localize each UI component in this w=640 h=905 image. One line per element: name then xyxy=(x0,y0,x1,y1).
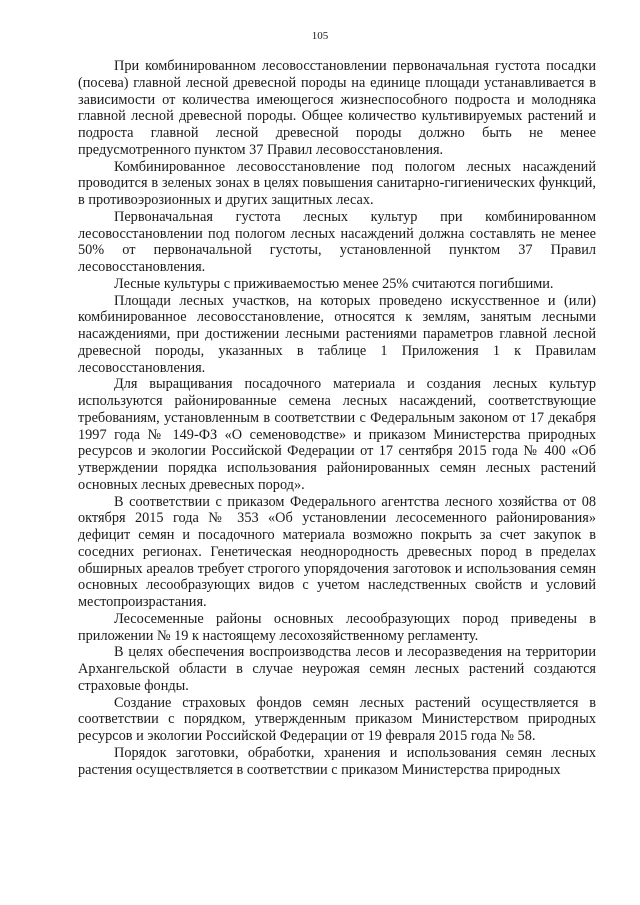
paragraph-seed-procurement: Порядок заготовки, обработки, хранения и использования семян лесных растения осуществляется в соответствии с приказом Министерства природных xyxy=(78,744,596,778)
paragraph-initial-density: Первоначальная густота лесных культур при комбинированном лесовосстановлении под пологом лесных насаждений должна составлять не менее 50% от первоначальной густоты, установленной пунктом 37 Правил лесовосстановления. xyxy=(78,208,596,275)
paragraph-zoned-seeds: Для выращивания посадочного материала и создания лесных культур используются районированные семена лесных насаждений, соответствующие требованиям, установленным в соответствии с Федеральным законом от 17 декабря 1997 года № 149-ФЗ «О семеноводстве» и приказом Министерства природных ресурсов и экологии Российской Федерации от 17 сентября 2015 года № 400 «Об утверждении порядка использования районированных семян лесных растений основных лесных древесных пород». xyxy=(78,376,596,493)
document-body xyxy=(78,58,596,778)
paragraph-insurance-funds: В целях обеспечения воспроизводства лесов и лесоразведения на территории Архангельской области в случае неурожая семян лесных растений создаются страховые фонды. xyxy=(78,644,596,694)
paragraph-seed-regions-appendix: Лесосеменные районы основных лесообразующих пород приведены в приложении № 19 к настоящему лесохозяйственному регламенту. xyxy=(78,610,596,644)
page-number: 105 xyxy=(311,30,329,42)
paragraph-combined-reforestation-density: При комбинированном лесовосстановлении первоначальная густота посадки (посева) главной лесной древесной породы на единице площади устанавливается в зависимости от количества имеющегося жизнеспособного подроста и молодняка главной лесной древесной породы. Общее количество культивируемых растений и подроста главной лесной древесной породы должно быть не менее предусмотренного пунктом 37 Правил лесовосстановления. xyxy=(78,58,596,158)
paragraph-insurance-funds-procedure: Создание страховых фондов семян лесных растений осуществляется в соответствии с порядком, утвержденным приказом Министерством природных ресурсов и экологии Российской Федерации от 19 февраля 2015 года № 58. xyxy=(78,694,596,744)
paragraph-survival-rate: Лесные культуры с приживаемостью менее 25% считаются погибшими. xyxy=(114,275,554,292)
paragraph-combined-under-canopy: Комбинированное лесовосстановление под пологом лесных насаждений проводится в зеленых зонах в целях повышения санитарно-гигиенических функций, в противоэрозионных и других защитных лесах. xyxy=(78,158,596,208)
paragraph-forest-land-areas: Площади лесных участков, на которых проведено искусственное и (или) комбинированное лесовосстановление, относятся к землям, занятым лесными насаждениями, при достижении лесными растениями параметров главной лесной древесной породы, указанных в таблице 1 Приложения 1 к Правилам лесовосстановления. xyxy=(78,292,596,376)
paragraph-seed-zoning-order: В соответствии с приказом Федерального агентства лесного хозяйства от 08 октября 2015 года № 353 «Об установлении лесосеменного районирования» дефицит семян и посадочного материала возможно покрыть за счет закупок в соседних регионах. Генетическая неоднородность древесных пород в пределах обширных ареалов требует строгого упорядочения заготовок и использования семян основных лесообразующих видов с учетом наследственных свойств и условий местопроизрастания. xyxy=(78,493,596,610)
